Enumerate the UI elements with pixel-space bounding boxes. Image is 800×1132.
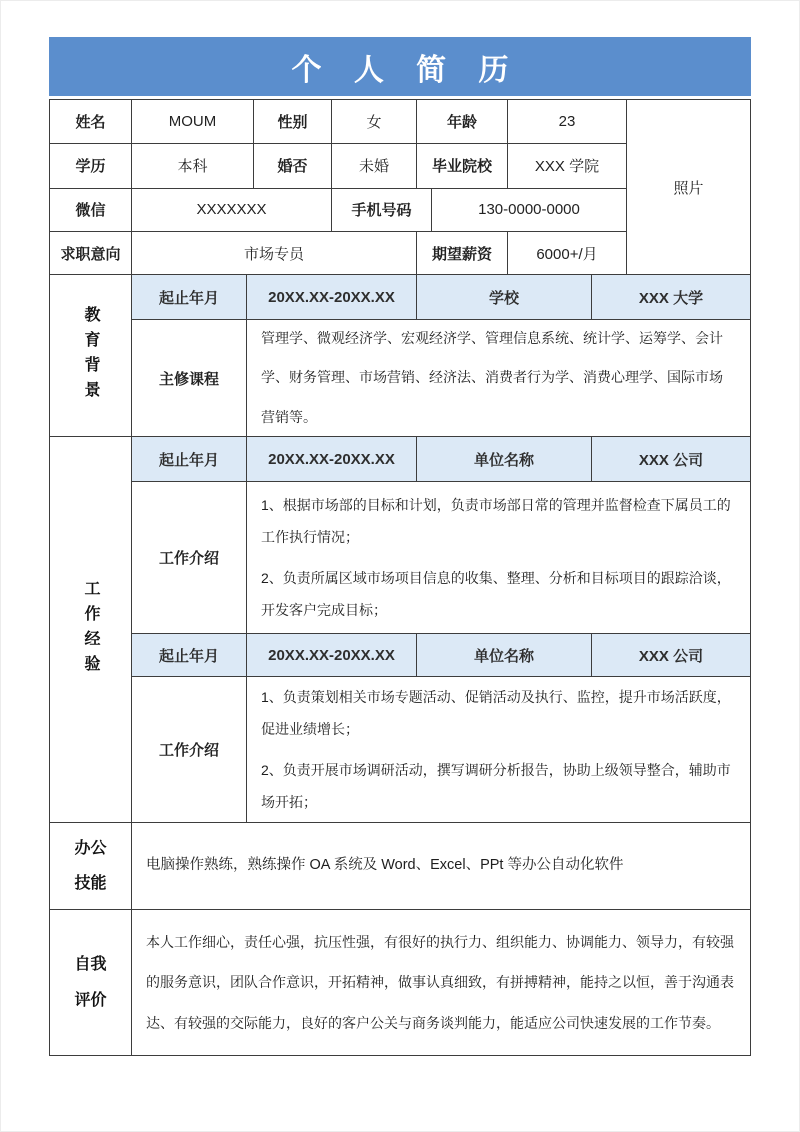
education-section-label: 教育背景 [82,305,99,406]
job1-company-label: 单位名称 [417,437,592,481]
job2-desc-label: 工作介绍 [132,677,247,822]
job1-company-value: XXX 公司 [638,451,704,469]
skills-section [50,823,750,910]
courses-label: 主修课程 [132,320,247,436]
basic-info-row-3 [50,189,627,233]
name-value: MOUM [132,100,254,143]
intention-value: 市场专员 [132,232,417,274]
photo-placeholder: 照片 [673,179,704,197]
skills-text: 电脑操作熟练，熟练操作 OA 系统及 Word、Excel、PPt 等办公自动化软件 [146,857,624,874]
basic-info-row-2 [50,144,627,189]
gender-label: 性别 [254,100,332,143]
basic-info-row-4 [50,232,627,274]
college-value: XXX 学院 [508,144,627,188]
job-desc-line: 2、负责所属区域市场项目信息的收集、整理、分析和目标项目的跟踪洽谈，开发客户完成目标； [261,569,731,618]
phone-label: 手机号码 [332,189,432,232]
gender-value: 女 [332,100,417,143]
job2-desc-text [247,677,750,822]
salary-value: 6000+/月 [508,232,627,274]
evaluation-section-label: 自我评价 [74,956,107,1009]
evaluation-section-label-cell [50,910,132,1055]
wechat-value: XXXXXXX [132,189,332,232]
wechat-label: 微信 [50,189,132,232]
education-section [50,275,750,437]
courses-text: 管理学、微观经济学、宏观经济学、管理信息系统、统计学、运筹学、会计学、财务管理、市场营销、经济法、消费者行为学、消费心理学、国际市场营销等。 [261,330,723,425]
job1-desc-text [247,482,750,633]
work-section-label-cell [50,437,132,822]
skills-section-label-cell [50,823,132,909]
job1-period-label: 起止年月 [132,437,247,481]
job-desc-line: 2、负责开展市场调研活动，撰写调研分析报告，协助上级领导整合，辅助市场开拓； [261,761,731,810]
job2-company-value: XXX 公司 [638,647,704,665]
degree-value: 本科 [132,144,254,188]
page-title: 个 人 简 历 [49,37,751,96]
basic-info-row-1 [50,100,627,144]
evaluation-section [50,910,750,1055]
work-section [50,437,750,823]
marital-value: 未婚 [332,144,417,188]
job-desc-line: 1、根据市场部的目标和计划，负责市场部日常的管理并监督检查下属员工的工作执行情况； [261,497,731,546]
job2-header-row [132,634,750,677]
intention-label: 求职意向 [50,232,132,274]
edu-school-value: XXX 大学 [638,289,704,307]
education-section-label-cell [50,275,132,436]
basic-info-section [50,100,750,275]
work-section-label: 工作经验 [82,579,99,680]
degree-label: 学历 [50,144,132,188]
job1-desc-label: 工作介绍 [132,482,247,633]
edu-school-label: 学校 [417,275,592,319]
edu-period-value: 20XX.XX-20XX.XX [247,275,417,319]
salary-label: 期望薪资 [417,232,508,274]
job2-period-value: 20XX.XX-20XX.XX [247,634,417,676]
age-value: 23 [508,100,627,143]
education-header-row [132,275,750,320]
job2-period-label: 起止年月 [132,634,247,676]
education-courses-row [132,320,750,436]
job-desc-line: 1、负责策划相关市场专题活动、促销活动及执行、监控，提升市场活跃度，促进业绩增长； [261,689,731,738]
skills-section-label: 办公技能 [74,839,107,892]
job1-period-value: 20XX.XX-20XX.XX [247,437,417,481]
resume-table [49,99,751,1056]
job1-header-row [132,437,750,482]
job1-desc-row [132,482,750,634]
marital-label: 婚否 [254,144,332,188]
college-label: 毕业院校 [417,144,508,188]
evaluation-text: 本人工作细心，责任心强，抗压性强，有很好的执行力、组织能力、协调能力、领导力，有较强的服务意识，团队合作意识，开拓精神，做事认真细致，有拼搏精神，能持之以恒，善于沟通表达、有较强的交际能力，良好的客户公关与商务谈判能力，能适应公司快速发展的工作节奏。 [146,933,734,1031]
phone-value: 130-0000-0000 [432,189,627,232]
edu-period-label: 起止年月 [132,275,247,319]
job2-company-label: 单位名称 [417,634,592,676]
job2-desc-row [132,677,750,822]
age-label: 年龄 [417,100,508,143]
name-label: 姓名 [50,100,132,143]
